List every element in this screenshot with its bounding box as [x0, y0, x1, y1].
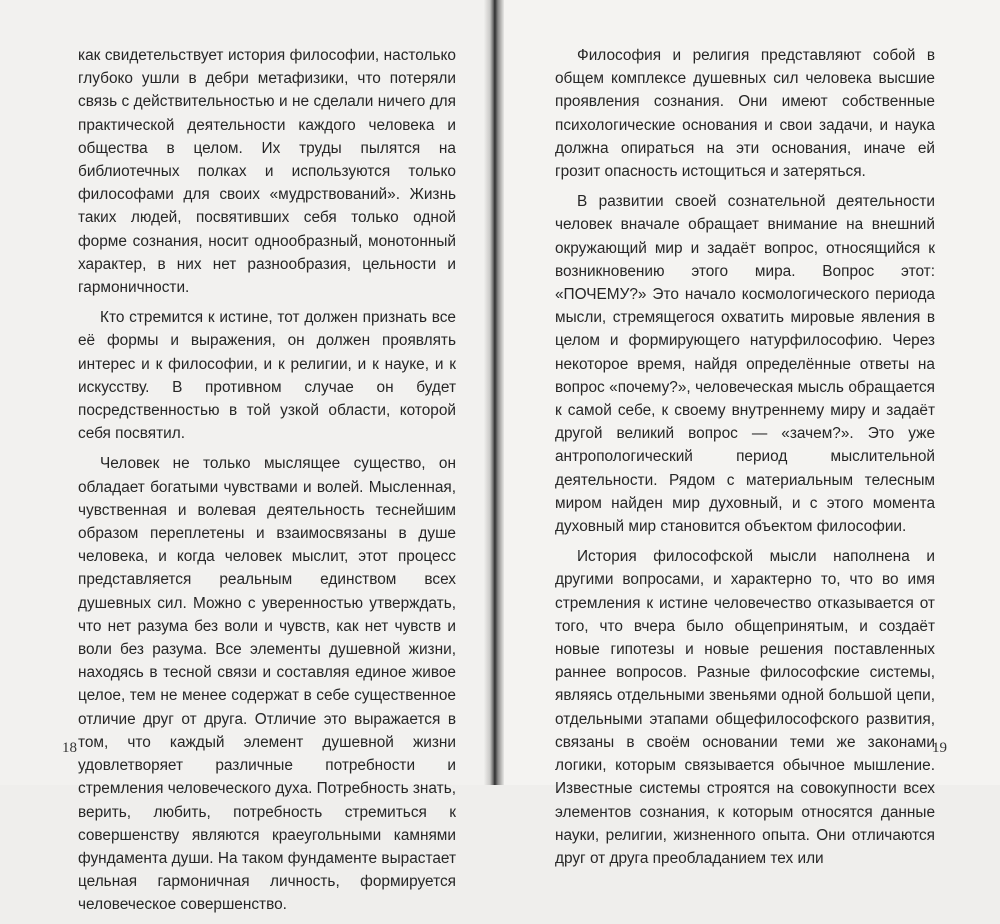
book-spine-gutter	[484, 0, 504, 785]
right-paragraph-1: Философия и религия представляют собой в общем комплексе душевных сил человека высшие проявления сознания. Они имеют собственные психологические основания и свои задачи, и наука должна опираться на эти основания, иначе ей грозит опасность истощиться и затеряться.	[555, 47, 935, 181]
right-page-number: 19	[932, 740, 947, 756]
left-paragraph-2: Кто стремится к истине, тот должен признать все её формы и выражения, он должен проявлять интерес и к философии, и к религии, и к науке, и к искусству. В противном случае он будет посредственностью в той узкой области, которой себя посвятил.	[78, 309, 456, 443]
right-paragraph-2: В развитии своей сознательной деятельности человек вначале обращает внимание на внешний окружающий мир и задаёт вопрос, относящийся к возникновению этого мира. Вопрос этот: «ПОЧЕМУ?» Это начало космологического периода мысли, стремящегося охватить мировые явления в целом и формирующего натурфилософию. Через некоторое время, найдя определённые ответы на вопрос «почему?», человеческая мысль обращается к самой себе, к своему внутреннему миру и задаёт другой великий вопрос — «зачем?». Это уже антропологический период мыслительной деятельности. Рядом с материальным телесным миром найден мир духовный, и с этого момента духовный мир становится объектом философии.	[555, 193, 935, 536]
left-page-number: 18	[62, 740, 77, 756]
right-page-text	[555, 44, 935, 877]
right-page	[500, 0, 1000, 867]
left-paragraph-3: Человек не только мыслящее существо, он обладает богатыми чувствами и волей. Мысленная, чувственная и волевая деятельность теснейшим образом переплетены и взаимосвязаны в душе человека, и когда человек мыслит, этот процесс представляется реальным единством всех душевных сил. Можно с уверенностью утверждать, что нет разума без воли и чувств, как нет чувств и воли без разума. Все элементы душевной жизни, находясь в тесной связи и составляя единое живое целое, тем не менее содержат в себе существенное отличие друг от друга. Отличие это выражается в том, что каждый элемент душевной жизни удовлетворяет различные потребности и стремления человеческого духа. Потребность знать, верить, любить, потребность стремиться к совершенству являются краеугольными камнями фундамента души. На таком фундаменте вырастает цельная гармоничная личность, формируется человеческое совершенство.	[78, 455, 456, 914]
left-page	[0, 0, 488, 914]
left-page-text	[78, 44, 456, 924]
left-paragraph-1: как свидетельствует история философии, настолько глубоко ушли в дебри метафизики, что потеряли связь с действительностью и не сделали ничего для практической деятельности каждого человека и общества в целом. Их труды пылятся на библиотечных полках и используются только философами для своих «мудрствований». Жизнь таких людей, посвятивших себя только одной форме сознания, носит однообразный, монотонный характер, в них нет разнообразия, цельности и гармоничности.	[78, 47, 456, 297]
right-paragraph-3: История философской мысли наполнена и другими вопросами, и характерно то, что во имя стремления к истине человечество отказывается от того, что вчера было общепринятым, и создаёт новые гипотезы и новые решения поставленных раннее вопросов. Разные философские системы, являясь отдельными звеньями одной большой цепи, отдельными этапами общефилософского развития, связаны в своём основании теми же законами логики, которым связывается обычное мышление. Известные системы строятся на совокупности всех элементов сознания, к которым относятся данные науки, религии, жизненного опыта. Они отличаются друг от друга преобладанием тех или	[555, 548, 935, 867]
